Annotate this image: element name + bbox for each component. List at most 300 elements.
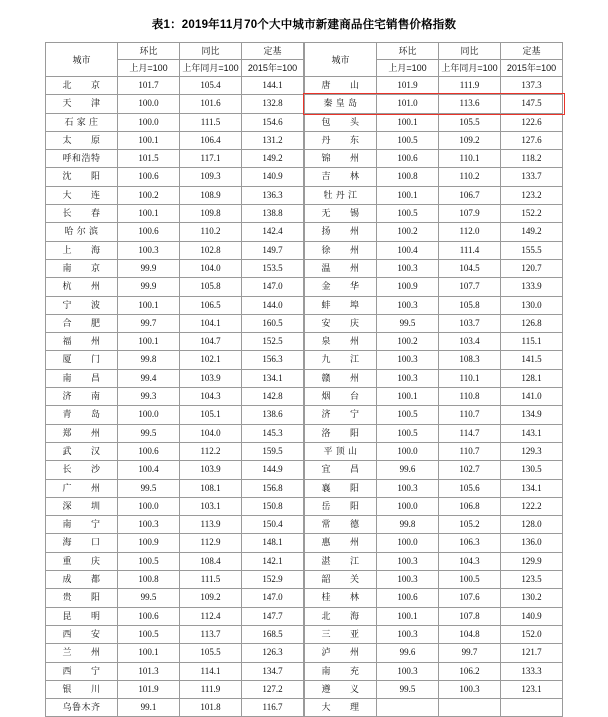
cell-base: 138.6: [242, 406, 304, 424]
cell-yoy: 104.7: [180, 333, 242, 351]
page-title: 表1：2019年11月70个大中城市新建商品住宅销售价格指数: [151, 19, 457, 31]
cell-mom: 100.2: [118, 186, 180, 204]
cell-mom: 100.5: [377, 205, 439, 223]
table-row: [46, 388, 304, 406]
cell-yoy: 109.3: [180, 168, 242, 186]
table-row: [46, 95, 304, 113]
cell-base: [501, 699, 563, 717]
cell-mom: 100.3: [377, 351, 439, 369]
cell-mom: 101.3: [118, 662, 180, 680]
header-city: 城市: [46, 43, 118, 77]
table-row: [46, 534, 304, 552]
cell-mom: 100.6: [377, 589, 439, 607]
cell-city: 扬 州: [305, 223, 377, 241]
cell-yoy: 105.1: [180, 406, 242, 424]
cell-city: 呼和浩特: [46, 150, 118, 168]
table-header-left: [46, 43, 304, 77]
table-body-right: [305, 77, 563, 717]
table-row: [46, 168, 304, 186]
cell-city: 贵 阳: [46, 589, 118, 607]
cell-base: 122.2: [501, 497, 563, 515]
cell-base: 147.5: [501, 95, 563, 113]
cell-mom: 100.3: [118, 516, 180, 534]
cell-base: 152.9: [242, 571, 304, 589]
table-row: [46, 589, 304, 607]
table-row: [305, 680, 563, 698]
cell-yoy: 101.6: [180, 95, 242, 113]
cell-base: 148.1: [242, 534, 304, 552]
cell-base: 149.7: [242, 241, 304, 259]
cell-mom: 99.8: [118, 351, 180, 369]
table-row: [305, 424, 563, 442]
cell-base: 115.1: [501, 333, 563, 351]
cell-yoy: 111.4: [439, 241, 501, 259]
cell-mom: 100.1: [118, 333, 180, 351]
cell-base: 133.7: [501, 168, 563, 186]
cell-city: 岳 阳: [305, 497, 377, 515]
cell-city: 三 亚: [305, 625, 377, 643]
cell-yoy: 105.6: [439, 479, 501, 497]
cell-city: 烟 台: [305, 388, 377, 406]
header-sub-base: 2015年=100: [242, 60, 304, 77]
cell-yoy: 113.9: [180, 516, 242, 534]
cell-yoy: 103.4: [439, 333, 501, 351]
table-row: [46, 424, 304, 442]
table-row: [305, 168, 563, 186]
cell-mom: 100.1: [377, 113, 439, 131]
header-sub-mom: 上月=100: [118, 60, 180, 77]
cell-yoy: 111.9: [180, 680, 242, 698]
cell-city: 宁 波: [46, 296, 118, 314]
table-row: [305, 442, 563, 460]
cell-city: 常 德: [305, 516, 377, 534]
cell-mom: 99.5: [377, 314, 439, 332]
cell-city: 牡 丹 江: [305, 186, 377, 204]
cell-mom: 100.1: [118, 644, 180, 662]
cell-yoy: 103.7: [439, 314, 501, 332]
header-sub-yoy: 上年同月=100: [180, 60, 242, 77]
table-row: [46, 278, 304, 296]
table-row: [46, 241, 304, 259]
cell-mom: 99.4: [118, 369, 180, 387]
cell-mom: 100.3: [377, 625, 439, 643]
header-group-yoy: 同比: [180, 43, 242, 60]
cell-yoy: 112.2: [180, 442, 242, 460]
cell-city: 徐 州: [305, 241, 377, 259]
cell-base: 143.1: [501, 424, 563, 442]
cell-city: 泉 州: [305, 333, 377, 351]
table-row: [46, 113, 304, 131]
cell-yoy: 112.4: [180, 607, 242, 625]
cell-mom: 101.7: [118, 77, 180, 95]
cell-mom: 100.3: [377, 369, 439, 387]
cell-yoy: 106.7: [439, 186, 501, 204]
cell-base: 126.3: [242, 644, 304, 662]
cell-mom: 99.7: [118, 314, 180, 332]
cell-mom: 100.6: [118, 223, 180, 241]
cell-yoy: 114.7: [439, 424, 501, 442]
table-row: [46, 571, 304, 589]
cell-base: 147.0: [242, 278, 304, 296]
cell-city: 桂 林: [305, 589, 377, 607]
cell-yoy: 113.7: [180, 625, 242, 643]
cell-base: 130.5: [501, 461, 563, 479]
cell-yoy: 103.1: [180, 497, 242, 515]
cell-city: 泸 州: [305, 644, 377, 662]
cell-yoy: 110.8: [439, 388, 501, 406]
header-group-base: 定基: [501, 43, 563, 60]
price-index-tables: [0, 42, 608, 717]
cell-mom: 99.8: [377, 516, 439, 534]
cell-base: 150.8: [242, 497, 304, 515]
table-row: [305, 369, 563, 387]
cell-yoy: 107.6: [439, 589, 501, 607]
cell-base: 159.5: [242, 442, 304, 460]
cell-base: 144.0: [242, 296, 304, 314]
cell-mom: 100.4: [118, 461, 180, 479]
cell-city: 北 京: [46, 77, 118, 95]
header-group-mom: 环比: [118, 43, 180, 60]
cell-city: 九 江: [305, 351, 377, 369]
cell-base: 145.3: [242, 424, 304, 442]
cell-base: 123.5: [501, 571, 563, 589]
cell-city: 韶 关: [305, 571, 377, 589]
cell-city: 石 家 庄: [46, 113, 118, 131]
cell-base: 134.1: [501, 479, 563, 497]
cell-yoy: 104.0: [180, 424, 242, 442]
cell-base: 123.1: [501, 680, 563, 698]
cell-yoy: 107.8: [439, 607, 501, 625]
cell-city: 太 原: [46, 131, 118, 149]
cell-mom: 99.9: [118, 278, 180, 296]
cell-mom: 101.9: [377, 77, 439, 95]
cell-base: 134.7: [242, 662, 304, 680]
table-row: [46, 442, 304, 460]
cell-mom: 100.0: [377, 442, 439, 460]
cell-city: 秦 皇 岛: [305, 95, 377, 113]
cell-city: 吉 林: [305, 168, 377, 186]
cell-base: 133.3: [501, 662, 563, 680]
cell-city: 遵 义: [305, 680, 377, 698]
cell-mom: 100.1: [118, 296, 180, 314]
cell-city: 深 圳: [46, 497, 118, 515]
table-row: [46, 461, 304, 479]
cell-mom: 100.3: [377, 571, 439, 589]
cell-mom: 100.9: [377, 278, 439, 296]
cell-yoy: 104.8: [439, 625, 501, 643]
cell-base: 136.3: [242, 186, 304, 204]
cell-yoy: 110.1: [439, 369, 501, 387]
table-row: [46, 516, 304, 534]
table-row: [46, 369, 304, 387]
cell-base: 144.9: [242, 461, 304, 479]
table-row: [46, 223, 304, 241]
cell-mom: 100.0: [118, 497, 180, 515]
cell-yoy: 103.9: [180, 461, 242, 479]
table-row: [305, 479, 563, 497]
table-row: [46, 497, 304, 515]
table-row: [46, 351, 304, 369]
cell-mom: 100.8: [118, 571, 180, 589]
header-group-mom: 环比: [377, 43, 439, 60]
cell-yoy: 99.7: [439, 644, 501, 662]
cell-yoy: 110.2: [439, 168, 501, 186]
cell-yoy: 106.4: [180, 131, 242, 149]
cell-mom: 100.5: [118, 625, 180, 643]
cell-city: 武 汉: [46, 442, 118, 460]
cell-city: 襄 阳: [305, 479, 377, 497]
cell-base: 129.3: [501, 442, 563, 460]
header-sub-mom: 上月=100: [377, 60, 439, 77]
cell-base: 128.0: [501, 516, 563, 534]
cell-base: 168.5: [242, 625, 304, 643]
cell-base: 156.8: [242, 479, 304, 497]
cell-city: 福 州: [46, 333, 118, 351]
table-row: [305, 241, 563, 259]
table-row: [305, 223, 563, 241]
cell-yoy: 100.5: [439, 571, 501, 589]
cell-base: 138.8: [242, 205, 304, 223]
cell-mom: 100.8: [377, 168, 439, 186]
cell-mom: 100.5: [377, 131, 439, 149]
cell-yoy: 106.8: [439, 497, 501, 515]
table-row: [46, 625, 304, 643]
cell-base: 127.6: [501, 131, 563, 149]
cell-city: 惠 州: [305, 534, 377, 552]
cell-yoy: 114.1: [180, 662, 242, 680]
cell-base: 137.3: [501, 77, 563, 95]
cell-mom: 100.9: [118, 534, 180, 552]
cell-base: 152.5: [242, 333, 304, 351]
cell-mom: 99.5: [377, 680, 439, 698]
table-row: [46, 296, 304, 314]
table-row: [305, 625, 563, 643]
cell-yoy: 108.9: [180, 186, 242, 204]
cell-city: 南 京: [46, 259, 118, 277]
cell-city: 海 口: [46, 534, 118, 552]
cell-base: 149.2: [501, 223, 563, 241]
cell-mom: 101.9: [118, 680, 180, 698]
cell-base: 154.6: [242, 113, 304, 131]
cell-city: 赣 州: [305, 369, 377, 387]
cell-yoy: 106.2: [439, 662, 501, 680]
cell-base: 118.2: [501, 150, 563, 168]
cell-base: 132.8: [242, 95, 304, 113]
cell-city: 洛 阳: [305, 424, 377, 442]
table-row: [305, 150, 563, 168]
cell-mom: 99.6: [377, 461, 439, 479]
table-row: [305, 351, 563, 369]
cell-mom: 100.0: [377, 497, 439, 515]
table-row: [46, 150, 304, 168]
table-row: [305, 388, 563, 406]
cell-base: 141.5: [501, 351, 563, 369]
cell-city: 郑 州: [46, 424, 118, 442]
cell-yoy: [439, 699, 501, 717]
cell-mom: 99.5: [118, 589, 180, 607]
cell-base: 150.4: [242, 516, 304, 534]
table-row: [305, 314, 563, 332]
table-row: [46, 205, 304, 223]
cell-mom: [377, 699, 439, 717]
cell-city: 西 宁: [46, 662, 118, 680]
cell-mom: 100.4: [377, 241, 439, 259]
cell-base: 126.8: [501, 314, 563, 332]
cell-city: 银 川: [46, 680, 118, 698]
cell-yoy: 105.8: [439, 296, 501, 314]
cell-base: 147.7: [242, 607, 304, 625]
cell-city: 济 南: [46, 388, 118, 406]
cell-mom: 100.3: [377, 479, 439, 497]
table-row: [46, 314, 304, 332]
table-row: [305, 607, 563, 625]
cell-mom: 100.3: [377, 259, 439, 277]
cell-city: 天 津: [46, 95, 118, 113]
table-row: [305, 113, 563, 131]
cell-yoy: 110.7: [439, 442, 501, 460]
cell-yoy: 107.7: [439, 278, 501, 296]
cell-city: 成 都: [46, 571, 118, 589]
header-group-base: 定基: [242, 43, 304, 60]
cell-yoy: 109.8: [180, 205, 242, 223]
cell-yoy: 110.2: [180, 223, 242, 241]
cell-mom: 100.3: [377, 552, 439, 570]
table-row: [305, 77, 563, 95]
table-row: [46, 552, 304, 570]
cell-yoy: 105.5: [439, 113, 501, 131]
cell-yoy: 101.8: [180, 699, 242, 717]
table-row: [46, 131, 304, 149]
cell-mom: 100.2: [377, 223, 439, 241]
cell-city: 重 庆: [46, 552, 118, 570]
cell-mom: 99.5: [118, 479, 180, 497]
cell-city: 厦 门: [46, 351, 118, 369]
cell-base: 149.2: [242, 150, 304, 168]
cell-yoy: 104.1: [180, 314, 242, 332]
table-row: [305, 644, 563, 662]
cell-base: 121.7: [501, 644, 563, 662]
cell-yoy: 103.9: [180, 369, 242, 387]
table-row: [305, 589, 563, 607]
table-row: [305, 278, 563, 296]
table-row: [305, 662, 563, 680]
cell-yoy: 109.2: [180, 589, 242, 607]
cell-yoy: 110.1: [439, 150, 501, 168]
cell-base: 122.6: [501, 113, 563, 131]
cell-city: 杭 州: [46, 278, 118, 296]
cell-mom: 100.0: [377, 534, 439, 552]
table-row: [46, 662, 304, 680]
table-row: [46, 77, 304, 95]
table-row: [46, 644, 304, 662]
cell-base: 160.5: [242, 314, 304, 332]
cell-mom: 101.0: [377, 95, 439, 113]
cell-city: 青 岛: [46, 406, 118, 424]
table-row: [46, 259, 304, 277]
table-row: [305, 552, 563, 570]
cell-base: 147.0: [242, 589, 304, 607]
cell-city: 湛 江: [305, 552, 377, 570]
cell-yoy: 102.8: [180, 241, 242, 259]
cell-mom: 100.1: [377, 186, 439, 204]
cell-city: 长 沙: [46, 461, 118, 479]
cell-base: 140.9: [242, 168, 304, 186]
price-index-table-right: [304, 42, 563, 717]
cell-yoy: 102.7: [439, 461, 501, 479]
cell-city: 兰 州: [46, 644, 118, 662]
cell-city: 丹 东: [305, 131, 377, 149]
header-sub-yoy: 上年同月=100: [439, 60, 501, 77]
cell-yoy: 104.5: [439, 259, 501, 277]
cell-base: 144.1: [242, 77, 304, 95]
table-row: [46, 406, 304, 424]
cell-mom: 101.5: [118, 150, 180, 168]
cell-mom: 100.3: [377, 662, 439, 680]
cell-city: 大 连: [46, 186, 118, 204]
cell-yoy: 108.3: [439, 351, 501, 369]
cell-city: 南 宁: [46, 516, 118, 534]
cell-mom: 100.6: [377, 150, 439, 168]
table-row: [305, 516, 563, 534]
cell-yoy: 113.6: [439, 95, 501, 113]
cell-yoy: 112.9: [180, 534, 242, 552]
cell-yoy: 104.3: [180, 388, 242, 406]
cell-city: 宜 昌: [305, 461, 377, 479]
cell-mom: 99.6: [377, 644, 439, 662]
cell-base: 142.4: [242, 223, 304, 241]
table-row: [305, 95, 563, 113]
cell-base: 152.0: [501, 625, 563, 643]
cell-yoy: 111.5: [180, 571, 242, 589]
cell-city: 长 春: [46, 205, 118, 223]
cell-city: 广 州: [46, 479, 118, 497]
cell-base: 130.0: [501, 296, 563, 314]
table-row: [305, 333, 563, 351]
cell-yoy: 105.5: [180, 644, 242, 662]
cell-yoy: 112.0: [439, 223, 501, 241]
cell-yoy: 110.7: [439, 406, 501, 424]
cell-base: 133.9: [501, 278, 563, 296]
table-row: [305, 406, 563, 424]
cell-base: 123.2: [501, 186, 563, 204]
cell-city: 乌鲁木齐: [46, 699, 118, 717]
cell-city: 合 肥: [46, 314, 118, 332]
cell-mom: 100.6: [118, 607, 180, 625]
cell-mom: 99.1: [118, 699, 180, 717]
cell-mom: 99.3: [118, 388, 180, 406]
cell-base: 156.3: [242, 351, 304, 369]
cell-city: 蚌 埠: [305, 296, 377, 314]
cell-yoy: 108.1: [180, 479, 242, 497]
cell-city: 哈 尔 滨: [46, 223, 118, 241]
table-row: [305, 461, 563, 479]
cell-city: 金 华: [305, 278, 377, 296]
cell-mom: 99.5: [118, 424, 180, 442]
cell-yoy: 109.2: [439, 131, 501, 149]
table-row: [305, 186, 563, 204]
cell-base: 130.2: [501, 589, 563, 607]
cell-city: 上 海: [46, 241, 118, 259]
cell-city: 锦 州: [305, 150, 377, 168]
cell-mom: 100.5: [118, 552, 180, 570]
cell-yoy: 106.3: [439, 534, 501, 552]
header-sub-base: 2015年=100: [501, 60, 563, 77]
cell-base: 127.2: [242, 680, 304, 698]
table-row: [305, 534, 563, 552]
cell-base: 131.2: [242, 131, 304, 149]
cell-mom: 100.6: [118, 442, 180, 460]
cell-base: 152.2: [501, 205, 563, 223]
